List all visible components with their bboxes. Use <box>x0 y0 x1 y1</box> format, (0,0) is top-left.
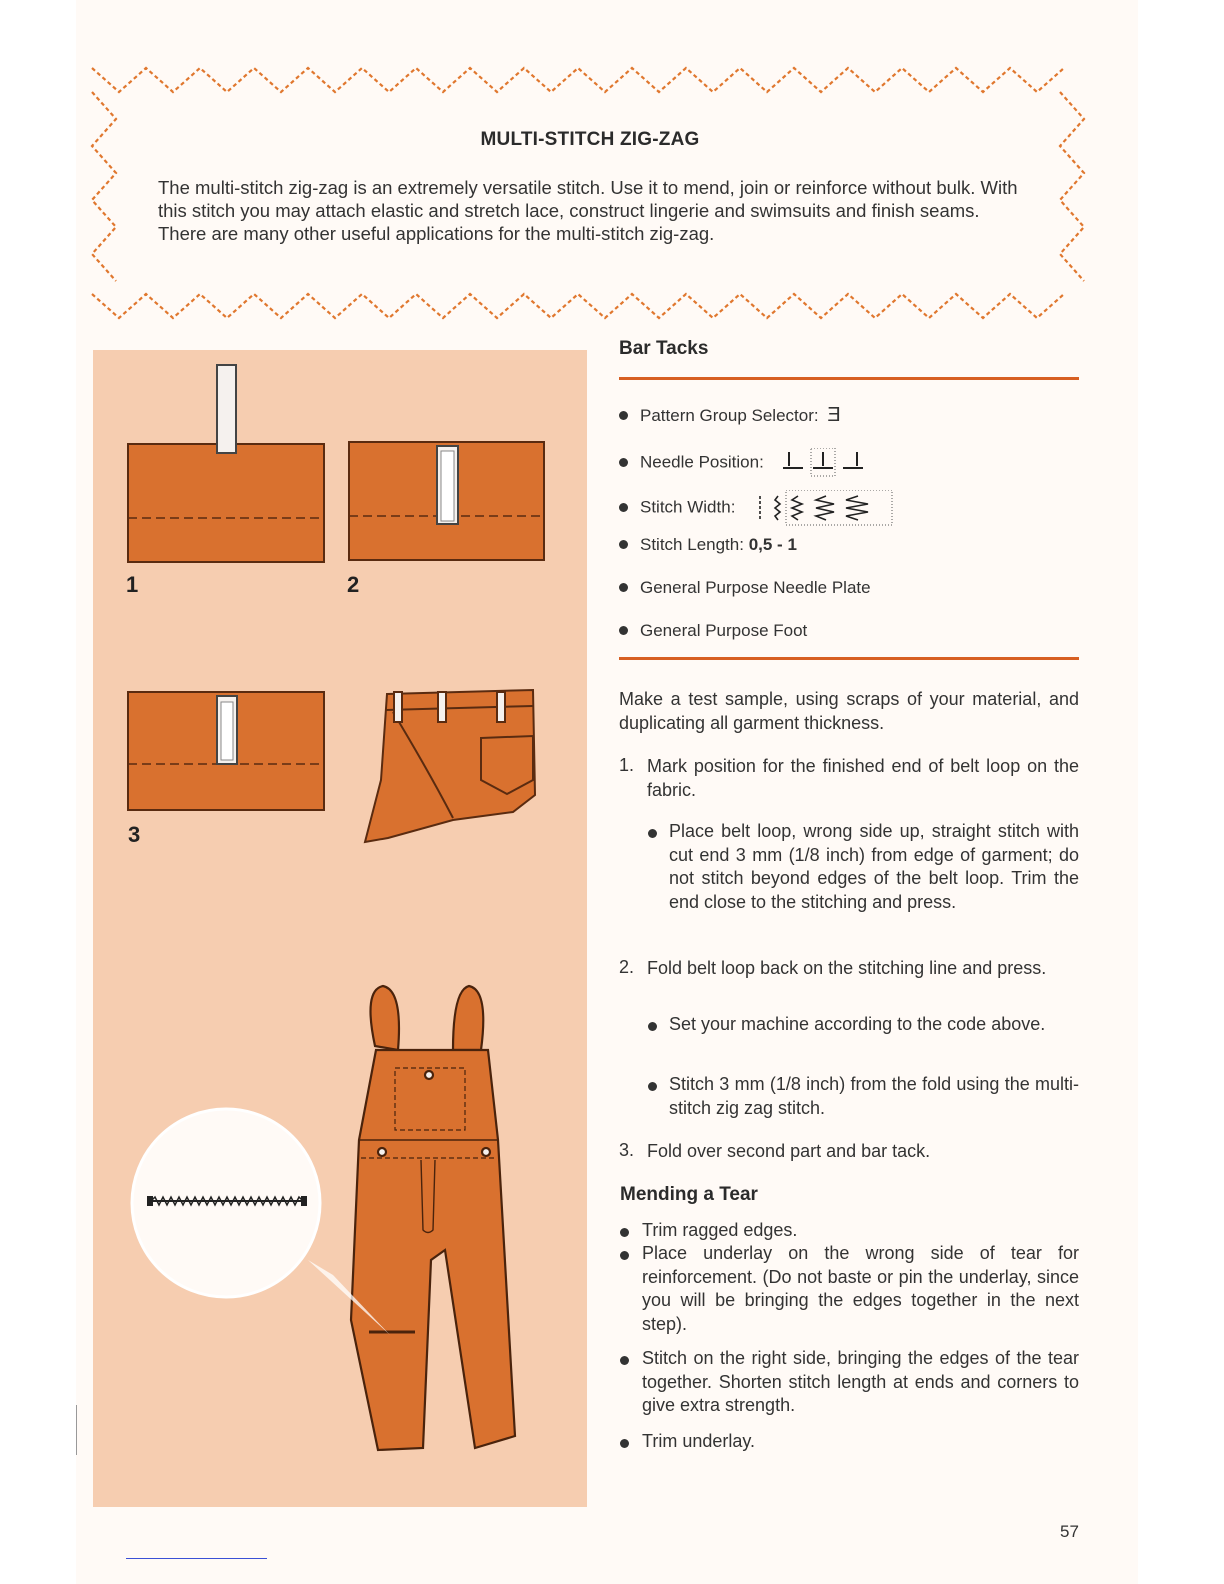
page-number: 57 <box>1060 1522 1079 1541</box>
margin-mark <box>76 1405 77 1455</box>
step-2-bullet: Stitch 3 mm (1/8 inch) from the fold using the multi-stitch zig zag stitch. <box>669 1074 1079 1118</box>
step-text: Mark position for the finished end of belt loop on the fabric. <box>647 756 1079 800</box>
mending-title: Mending a Tear <box>620 1184 758 1205</box>
spec-needle-plate <box>619 578 871 598</box>
step-number: 2. <box>619 957 635 977</box>
step-text: Fold belt loop back on the stitching line and press. <box>647 958 1047 978</box>
intro-title: MULTI-STITCH ZIG-ZAG <box>480 129 700 150</box>
bullet <box>620 1228 629 1237</box>
step-number: 1. <box>619 755 635 775</box>
step-text: Fold over second part and bar tack. <box>647 1141 931 1161</box>
figure-number-3: 3 <box>128 822 141 847</box>
pattern-group-symbol: Ǝ <box>827 404 841 426</box>
figure-3-illustration <box>128 692 324 810</box>
spec-stitch-length <box>619 535 797 555</box>
figure-1-illustration <box>128 365 324 562</box>
bullet <box>648 1022 657 1031</box>
footer-link-line <box>126 1558 267 1559</box>
step-number: 3. <box>619 1140 635 1160</box>
spec-label: Pattern Group Selector: <box>640 406 819 425</box>
mending-bullet: Trim ragged edges. <box>642 1220 798 1240</box>
shorts-illustration <box>365 690 535 842</box>
bottom-rule <box>619 657 1079 660</box>
spec-pattern-group <box>619 404 841 427</box>
bullet <box>620 1439 629 1448</box>
bar-tacks-title: Bar Tacks <box>619 338 709 359</box>
bullet <box>620 1356 629 1365</box>
bar-tacks-intro: Make a test sample, using scraps of your material, and duplicating all garment thickness. <box>619 689 1079 733</box>
spec-label: Needle Position: <box>640 452 764 472</box>
step-2-bullet: Set your machine according to the code above. <box>669 1014 1046 1034</box>
spec-foot <box>619 621 807 641</box>
mending-bullet: Trim underlay. <box>642 1431 756 1451</box>
bullet <box>620 1251 629 1260</box>
spec-label: General Purpose Needle Plate <box>640 578 871 597</box>
spec-label: Stitch Length: <box>640 535 744 554</box>
overalls-illustration <box>351 986 515 1450</box>
bullet <box>648 1082 657 1091</box>
mending-bullet: Place underlay on the wrong side of tear for reinforcement. (Do not baste or pin the underlay, since you will be bringing the edges together in the next step). <box>642 1243 1079 1334</box>
top-rule <box>619 377 1079 380</box>
stitch-length-value: 0,5 - 1 <box>748 535 797 554</box>
intro-body: The multi-stitch zig-zag is an extremely versatile stitch. Use it to mend, join or reinforce without bulk. With this stitch you may attach elastic and stretch lace, construct lingerie and swimsuits and finish seams. There are many other useful applications for the multi-stitch zig-zag. <box>158 177 1018 244</box>
spec-needle-position <box>619 448 881 478</box>
figure-number-1: 1 <box>126 572 139 597</box>
figure-2-illustration <box>349 442 544 560</box>
figure-number-2: 2 <box>347 572 360 597</box>
spec-label: General Purpose Foot <box>640 621 808 640</box>
spec-stitch-width <box>619 490 904 526</box>
bullet <box>648 829 657 838</box>
illustrations <box>93 350 587 1507</box>
stitch-width-icon <box>754 490 904 526</box>
step-1-bullet: Place belt loop, wrong side up, straight stitch with cut end 3 mm (1/8 inch) from edge of garment; do not stitch beyond edges of the belt loop. Trim the end close to the stitching and press. <box>669 821 1079 912</box>
spec-label: Stitch Width: <box>640 497 736 517</box>
needle-position-icon <box>781 448 881 478</box>
mending-bullet: Stitch on the right side, bringing the edges of the tear together. Shorten stitch length at ends and corners to give extra strength. <box>642 1348 1079 1415</box>
